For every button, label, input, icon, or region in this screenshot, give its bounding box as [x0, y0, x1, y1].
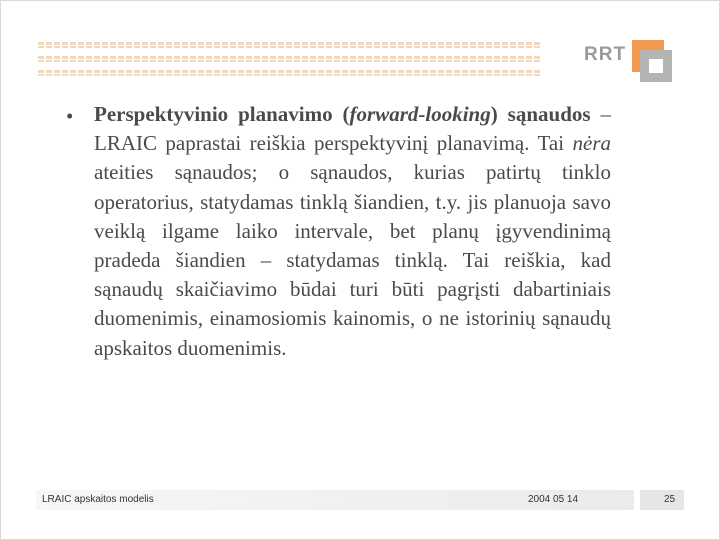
logo	[584, 40, 684, 96]
term-text: sąnaudos	[507, 102, 591, 126]
slide-body-text	[94, 100, 611, 363]
footer-page-box	[640, 490, 684, 510]
logo-text: RRT	[584, 44, 627, 65]
heading-close: )	[490, 102, 498, 126]
footer-date: 2004 05 14	[528, 494, 579, 505]
decorative-pattern	[36, 42, 540, 82]
heading-italic: forward-looking	[349, 102, 491, 126]
body-text-1: – LRAIC paprastai reiškia perspektyvinį planavimą. Tai	[94, 102, 611, 156]
emphasis-text: nėra	[572, 131, 611, 156]
page-number: 25	[664, 494, 676, 505]
logo-square-frame	[640, 50, 672, 82]
body-text-2: ateities sąnaudos; o sąnaudos, kurias patirtų tinklo operatorius, statydamas tinklą šiandien, t.y. jis planuoja savo veiklą ilgame laiko intervale, bet planų įgyvendinimą pradeda šiandien – statydamas tinklą. Tai reiškia, kad sąnaudų skaičiavimo būdai turi būti pagrįsti dabartiniais duomenimis, einamosiomis kainomis, o ne istorinių sąnaudų apskaitos duomenimis.	[94, 160, 611, 360]
heading-text: Perspektyvinio planavimo (	[94, 102, 350, 126]
bullet-marker: •	[66, 104, 74, 128]
footer-title: LRAIC apskaitos modelis	[42, 494, 154, 505]
